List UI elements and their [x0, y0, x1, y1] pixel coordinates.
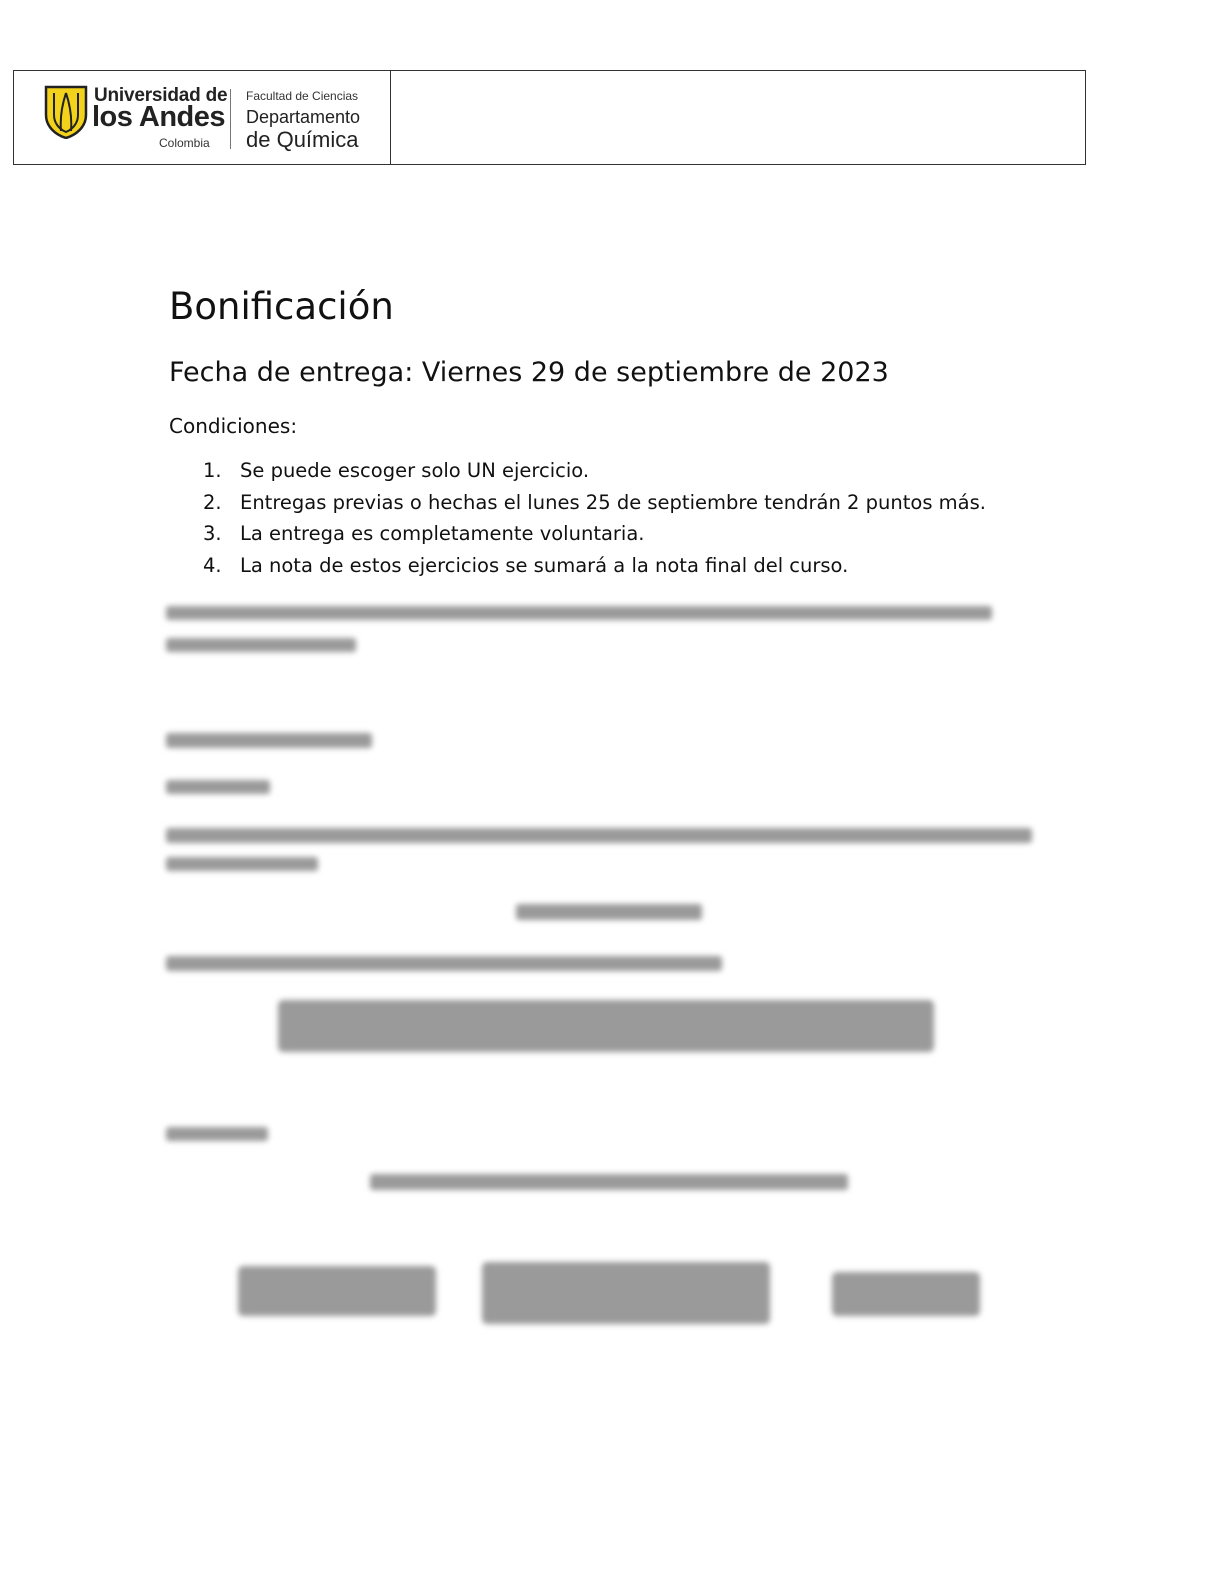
university-country: Colombia — [159, 136, 210, 150]
department-line2: de Química — [246, 127, 359, 152]
conditions-label: Condiciones: — [169, 414, 298, 438]
faculty-name: Facultad de Ciencias — [246, 89, 359, 103]
university-name-line2: los Andes — [92, 101, 226, 133]
list-item-number: 1. — [203, 459, 222, 482]
department-line1: Departamento — [246, 107, 361, 127]
conditions-list — [203, 459, 986, 585]
university-name-line1: Universidad de — [94, 85, 228, 106]
list-item — [203, 491, 986, 523]
list-item-text: La nota de estos ejercicios se sumará a la nota final del curso. — [240, 553, 849, 577]
list-item-number: 4. — [203, 553, 222, 577]
logo-cell — [14, 71, 391, 164]
list-item-text: La entrega es completamente voluntaria. — [240, 522, 645, 545]
list-item-number: 3. — [203, 522, 222, 545]
list-item-number: 2. — [203, 490, 222, 514]
due-date-heading: Fecha de entrega: Viernes 29 de septiembre de 2023 — [169, 357, 889, 388]
blurred-content — [0, 590, 1224, 1350]
list-item — [203, 522, 986, 554]
logo-divider — [230, 89, 231, 149]
list-item-text: Se puede escoger solo UN ejercicio. — [240, 459, 590, 482]
list-item-text: Entregas previas o hechas el lunes 25 de septiembre tendrán 2 puntos más. — [240, 490, 986, 514]
header-empty-cell — [391, 71, 1085, 164]
list-item — [203, 459, 986, 491]
document-header — [13, 70, 1086, 165]
university-shield-icon — [44, 85, 88, 139]
page-title: Bonificación — [169, 285, 394, 328]
list-item — [203, 554, 986, 586]
